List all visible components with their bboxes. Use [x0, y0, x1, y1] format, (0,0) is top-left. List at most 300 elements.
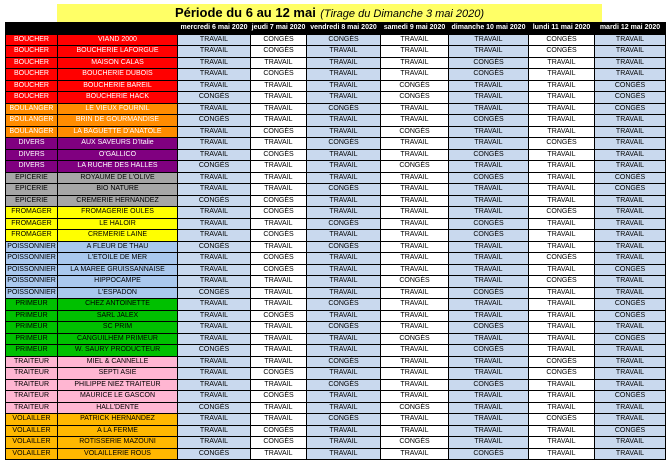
status-cell: TRAVAIL — [449, 195, 529, 207]
table-row — [6, 69, 666, 81]
header-day: samedi 9 mai 2020 — [381, 23, 449, 35]
status-cell: TRAVAIL — [178, 172, 251, 184]
status-cell: TRAVAIL — [178, 299, 251, 311]
status-cell: CONGÉS — [307, 414, 381, 426]
status-cell: TRAVAIL — [178, 414, 251, 426]
status-cell: TRAVAIL — [529, 149, 595, 161]
status-cell: TRAVAIL — [529, 195, 595, 207]
status-cell: TRAVAIL — [251, 402, 307, 414]
table-row — [6, 195, 666, 207]
status-cell: TRAVAIL — [449, 276, 529, 288]
table-row — [6, 379, 666, 391]
status-cell: CONGÉS — [307, 34, 381, 46]
status-cell: CONGÉS — [307, 241, 381, 253]
status-cell: CONGÉS — [595, 310, 666, 322]
status-cell: TRAVAIL — [307, 57, 381, 69]
category-cell: BOULANGER — [6, 115, 58, 127]
status-cell: CONGÉS — [381, 161, 449, 173]
status-cell: TRAVAIL — [178, 207, 251, 219]
status-cell: TRAVAIL — [529, 402, 595, 414]
status-cell: TRAVAIL — [529, 103, 595, 115]
status-cell: CONGÉS — [251, 34, 307, 46]
table-row — [6, 448, 666, 460]
category-cell: FROMAGER — [6, 207, 58, 219]
table-row — [6, 287, 666, 299]
table-row — [6, 184, 666, 196]
status-cell: TRAVAIL — [178, 310, 251, 322]
category-cell: VOLAILLER — [6, 448, 58, 460]
table-row — [6, 402, 666, 414]
status-cell: TRAVAIL — [307, 425, 381, 437]
shop-cell: SARL JALEX — [58, 310, 178, 322]
category-cell: VOLAILLER — [6, 425, 58, 437]
status-cell: TRAVAIL — [178, 253, 251, 265]
status-cell: CONGÉS — [307, 218, 381, 230]
status-cell: TRAVAIL — [178, 379, 251, 391]
status-cell: TRAVAIL — [449, 368, 529, 380]
shop-cell: AUX SAVEURS D'Italie — [58, 138, 178, 150]
status-cell: CONGÉS — [529, 138, 595, 150]
status-cell: TRAVAIL — [178, 230, 251, 242]
status-cell: TRAVAIL — [449, 356, 529, 368]
shop-cell: VOLAILLERIE ROUS — [58, 448, 178, 460]
status-cell: TRAVAIL — [178, 391, 251, 403]
status-cell: TRAVAIL — [381, 46, 449, 58]
status-cell: TRAVAIL — [251, 103, 307, 115]
status-cell: TRAVAIL — [381, 149, 449, 161]
header-category — [6, 23, 58, 35]
status-cell: CONGÉS — [178, 345, 251, 357]
status-cell: TRAVAIL — [178, 103, 251, 115]
status-cell: TRAVAIL — [251, 80, 307, 92]
table-row — [6, 34, 666, 46]
status-cell: TRAVAIL — [307, 402, 381, 414]
table-row — [6, 103, 666, 115]
status-cell: TRAVAIL — [595, 138, 666, 150]
status-cell: CONGÉS — [595, 333, 666, 345]
status-cell: TRAVAIL — [595, 57, 666, 69]
status-cell: CONGÉS — [251, 46, 307, 58]
shop-cell: PHILIPPE NIEZ TRAITEUR — [58, 379, 178, 391]
status-cell: CONGÉS — [251, 69, 307, 81]
shop-cell: BIO NATURE — [58, 184, 178, 196]
status-cell: TRAVAIL — [178, 184, 251, 196]
shop-cell: LE HALOIR — [58, 218, 178, 230]
table-row — [6, 207, 666, 219]
status-cell: TRAVAIL — [251, 414, 307, 426]
status-cell: CONGÉS — [595, 264, 666, 276]
status-cell: TRAVAIL — [307, 287, 381, 299]
status-cell: TRAVAIL — [529, 310, 595, 322]
status-cell: TRAVAIL — [595, 149, 666, 161]
status-cell: CONGÉS — [595, 425, 666, 437]
page-title — [57, 4, 602, 22]
status-cell: TRAVAIL — [449, 241, 529, 253]
status-cell: TRAVAIL — [449, 333, 529, 345]
status-cell: CONGÉS — [381, 437, 449, 449]
status-cell: TRAVAIL — [381, 414, 449, 426]
status-cell: TRAVAIL — [307, 115, 381, 127]
shop-cell: HIPPOCAMPE — [58, 276, 178, 288]
status-cell: TRAVAIL — [529, 437, 595, 449]
status-cell: TRAVAIL — [307, 92, 381, 104]
shop-cell: L'ETOILE DE MER — [58, 253, 178, 265]
status-cell: CONGÉS — [529, 356, 595, 368]
status-cell: CONGÉS — [251, 391, 307, 403]
status-cell: TRAVAIL — [307, 195, 381, 207]
status-cell: TRAVAIL — [529, 448, 595, 460]
category-cell: PRIMEUR — [6, 345, 58, 357]
status-cell: CONGÉS — [529, 253, 595, 265]
table-row — [6, 218, 666, 230]
status-cell: TRAVAIL — [251, 92, 307, 104]
status-cell: TRAVAIL — [307, 172, 381, 184]
status-cell: TRAVAIL — [307, 368, 381, 380]
table-row — [6, 437, 666, 449]
status-cell: TRAVAIL — [529, 172, 595, 184]
status-cell: CONGÉS — [307, 322, 381, 334]
status-cell: TRAVAIL — [381, 322, 449, 334]
status-cell: TRAVAIL — [307, 161, 381, 173]
status-cell: CONGÉS — [381, 276, 449, 288]
status-cell: TRAVAIL — [529, 299, 595, 311]
status-cell: CONGÉS — [595, 391, 666, 403]
status-cell: TRAVAIL — [251, 287, 307, 299]
status-cell: TRAVAIL — [595, 46, 666, 58]
table-row — [6, 356, 666, 368]
table-row — [6, 149, 666, 161]
category-cell: FROMAGER — [6, 218, 58, 230]
status-cell: CONGÉS — [381, 126, 449, 138]
category-cell: FROMAGER — [6, 230, 58, 242]
status-cell: TRAVAIL — [529, 425, 595, 437]
status-cell: TRAVAIL — [449, 253, 529, 265]
table-row — [6, 115, 666, 127]
table-row — [6, 46, 666, 58]
status-cell: TRAVAIL — [178, 322, 251, 334]
status-cell: CONGÉS — [307, 356, 381, 368]
status-cell: TRAVAIL — [595, 218, 666, 230]
status-cell: TRAVAIL — [529, 333, 595, 345]
header-row — [6, 23, 666, 35]
status-cell: TRAVAIL — [251, 138, 307, 150]
status-cell: TRAVAIL — [251, 322, 307, 334]
status-cell: TRAVAIL — [381, 138, 449, 150]
status-cell: CONGÉS — [178, 402, 251, 414]
status-cell: CONGÉS — [178, 287, 251, 299]
status-cell: TRAVAIL — [595, 126, 666, 138]
category-cell: BOUCHER — [6, 34, 58, 46]
status-cell: TRAVAIL — [251, 448, 307, 460]
status-cell: TRAVAIL — [529, 218, 595, 230]
status-cell: TRAVAIL — [307, 448, 381, 460]
status-cell: TRAVAIL — [595, 230, 666, 242]
shop-cell: ROYAUME DE L'OLIVE — [58, 172, 178, 184]
status-cell: TRAVAIL — [595, 195, 666, 207]
status-cell: TRAVAIL — [449, 34, 529, 46]
status-cell: TRAVAIL — [449, 103, 529, 115]
shop-cell: W. SAURY PRODUCTEUR — [58, 345, 178, 357]
status-cell: CONGÉS — [381, 402, 449, 414]
status-cell: CONGÉS — [595, 80, 666, 92]
status-cell: TRAVAIL — [595, 368, 666, 380]
category-cell: TRAITEUR — [6, 356, 58, 368]
status-cell: TRAVAIL — [595, 379, 666, 391]
status-cell: TRAVAIL — [178, 276, 251, 288]
category-cell: POISSONNIER — [6, 276, 58, 288]
status-cell: CONGÉS — [449, 345, 529, 357]
status-cell: CONGÉS — [178, 161, 251, 173]
status-cell: CONGÉS — [595, 92, 666, 104]
status-cell: CONGÉS — [449, 448, 529, 460]
status-cell: TRAVAIL — [449, 46, 529, 58]
status-cell: TRAVAIL — [178, 80, 251, 92]
status-cell: TRAVAIL — [251, 379, 307, 391]
status-cell: CONGÉS — [178, 92, 251, 104]
status-cell: TRAVAIL — [595, 322, 666, 334]
category-cell: BOULANGER — [6, 103, 58, 115]
status-cell: CONGÉS — [251, 230, 307, 242]
category-cell: TRAITEUR — [6, 402, 58, 414]
shop-cell: SEPTI ASIE — [58, 368, 178, 380]
status-cell: CONGÉS — [381, 333, 449, 345]
status-cell: TRAVAIL — [251, 218, 307, 230]
shop-cell: BOUCHERIE DUBOIS — [58, 69, 178, 81]
category-cell: VOLAILLER — [6, 437, 58, 449]
category-cell: BOUCHER — [6, 69, 58, 81]
status-cell: TRAVAIL — [381, 425, 449, 437]
status-cell: TRAVAIL — [381, 103, 449, 115]
header-shop — [58, 23, 178, 35]
title-subtitle: (Tirage du Dimanche 3 mai 2020) — [320, 8, 485, 20]
status-cell: TRAVAIL — [529, 241, 595, 253]
status-cell: CONGÉS — [529, 368, 595, 380]
status-cell: TRAVAIL — [307, 80, 381, 92]
status-cell: TRAVAIL — [178, 46, 251, 58]
status-cell: CONGÉS — [449, 218, 529, 230]
status-cell: TRAVAIL — [449, 310, 529, 322]
status-cell: TRAVAIL — [251, 299, 307, 311]
status-cell: TRAVAIL — [529, 57, 595, 69]
status-cell: TRAVAIL — [381, 115, 449, 127]
table-row — [6, 345, 666, 357]
header-day: lundi 11 mai 2020 — [529, 23, 595, 35]
table-row — [6, 276, 666, 288]
status-cell: TRAVAIL — [449, 425, 529, 437]
status-cell: TRAVAIL — [178, 368, 251, 380]
status-cell: TRAVAIL — [381, 230, 449, 242]
status-cell: TRAVAIL — [529, 287, 595, 299]
status-cell: TRAVAIL — [381, 253, 449, 265]
status-cell: TRAVAIL — [307, 253, 381, 265]
status-cell: CONGÉS — [178, 448, 251, 460]
status-cell: TRAVAIL — [449, 207, 529, 219]
status-cell: TRAVAIL — [529, 126, 595, 138]
shop-cell: LA MAREE GRUISSANNAISE — [58, 264, 178, 276]
status-cell: TRAVAIL — [178, 218, 251, 230]
status-cell: TRAVAIL — [251, 57, 307, 69]
status-cell: CONGÉS — [178, 115, 251, 127]
status-cell: TRAVAIL — [251, 161, 307, 173]
status-cell: CONGÉS — [178, 195, 251, 207]
status-cell: TRAVAIL — [178, 437, 251, 449]
category-cell: POISSONNIER — [6, 287, 58, 299]
status-cell: TRAVAIL — [381, 69, 449, 81]
status-cell: CONGÉS — [307, 379, 381, 391]
status-cell: CONGÉS — [307, 103, 381, 115]
category-cell: POISSONNIER — [6, 253, 58, 265]
status-cell: TRAVAIL — [595, 241, 666, 253]
shop-cell: L'ESPADON — [58, 287, 178, 299]
status-cell: TRAVAIL — [381, 310, 449, 322]
status-cell: CONGÉS — [178, 241, 251, 253]
shop-cell: ROTISSERIE MAZOUNI — [58, 437, 178, 449]
table-row — [6, 126, 666, 138]
status-cell: TRAVAIL — [381, 287, 449, 299]
shop-cell: CREMERIE LAINE — [58, 230, 178, 242]
shop-cell: O'GALLICO — [58, 149, 178, 161]
shop-cell: BOUCHERIE LAFORGUE — [58, 46, 178, 58]
status-cell: TRAVAIL — [595, 437, 666, 449]
table-row — [6, 391, 666, 403]
status-cell: TRAVAIL — [178, 34, 251, 46]
table-row — [6, 425, 666, 437]
status-cell: CONGÉS — [529, 207, 595, 219]
category-cell: PRIMEUR — [6, 299, 58, 311]
table-row — [6, 80, 666, 92]
shop-cell: LA RUCHE DES HALLES — [58, 161, 178, 173]
status-cell: TRAVAIL — [381, 172, 449, 184]
status-cell: TRAVAIL — [381, 184, 449, 196]
status-cell: TRAVAIL — [595, 287, 666, 299]
shop-cell: A FLEUR DE THAU — [58, 241, 178, 253]
status-cell: TRAVAIL — [529, 161, 595, 173]
status-cell: CONGÉS — [251, 253, 307, 265]
status-cell: CONGÉS — [595, 103, 666, 115]
status-cell: CONGÉS — [529, 34, 595, 46]
status-cell: TRAVAIL — [178, 264, 251, 276]
status-cell: TRAVAIL — [251, 172, 307, 184]
shop-cell: FROMAGERIE OULES — [58, 207, 178, 219]
status-cell: CONGÉS — [529, 414, 595, 426]
status-cell: TRAVAIL — [595, 161, 666, 173]
status-cell: TRAVAIL — [529, 115, 595, 127]
status-cell: TRAVAIL — [595, 34, 666, 46]
shop-cell: LA BAGUETTE D'ANATOLE — [58, 126, 178, 138]
status-cell: CONGÉS — [449, 322, 529, 334]
status-cell: CONGÉS — [595, 184, 666, 196]
status-cell: TRAVAIL — [449, 391, 529, 403]
shop-cell: PATRICK HERNANDEZ — [58, 414, 178, 426]
status-cell: TRAVAIL — [381, 379, 449, 391]
status-cell: TRAVAIL — [178, 356, 251, 368]
status-cell: TRAVAIL — [307, 46, 381, 58]
status-cell: CONGÉS — [449, 57, 529, 69]
status-cell: TRAVAIL — [595, 345, 666, 357]
status-cell: CONGÉS — [251, 126, 307, 138]
category-cell: PRIMEUR — [6, 310, 58, 322]
status-cell: CONGÉS — [449, 287, 529, 299]
table-row — [6, 368, 666, 380]
status-cell: TRAVAIL — [178, 57, 251, 69]
status-cell: CONGÉS — [307, 184, 381, 196]
table-row — [6, 138, 666, 150]
status-cell: TRAVAIL — [307, 345, 381, 357]
status-cell: TRAVAIL — [449, 437, 529, 449]
status-cell: TRAVAIL — [381, 345, 449, 357]
status-cell: TRAVAIL — [381, 356, 449, 368]
shop-cell: MAURICE LE GASCON — [58, 391, 178, 403]
category-cell: BOULANGER — [6, 126, 58, 138]
category-cell: PRIMEUR — [6, 333, 58, 345]
status-cell: TRAVAIL — [529, 379, 595, 391]
table-row — [6, 241, 666, 253]
category-cell: TRAITEUR — [6, 379, 58, 391]
status-cell: TRAVAIL — [595, 448, 666, 460]
header-day: mercredi 6 mai 2020 — [178, 23, 251, 35]
status-cell: TRAVAIL — [529, 345, 595, 357]
status-cell: TRAVAIL — [449, 184, 529, 196]
table-row — [6, 57, 666, 69]
status-cell: CONGÉS — [595, 172, 666, 184]
status-cell: TRAVAIL — [381, 448, 449, 460]
status-cell: TRAVAIL — [307, 126, 381, 138]
status-cell: CONGÉS — [251, 195, 307, 207]
category-cell: TRAITEUR — [6, 368, 58, 380]
status-cell: CONGÉS — [381, 92, 449, 104]
status-cell: TRAVAIL — [595, 207, 666, 219]
shop-cell: CHEZ ANTOINETTE — [58, 299, 178, 311]
shop-cell: CANGUILHEM PRIMEUR — [58, 333, 178, 345]
status-cell: TRAVAIL — [307, 276, 381, 288]
table-row — [6, 172, 666, 184]
status-cell: TRAVAIL — [529, 264, 595, 276]
status-cell: TRAVAIL — [449, 402, 529, 414]
status-cell: TRAVAIL — [307, 264, 381, 276]
category-cell: EPICERIE — [6, 195, 58, 207]
status-cell: TRAVAIL — [381, 299, 449, 311]
status-cell: TRAVAIL — [307, 333, 381, 345]
status-cell: TRAVAIL — [529, 92, 595, 104]
status-cell: TRAVAIL — [307, 69, 381, 81]
status-cell: TRAVAIL — [449, 299, 529, 311]
status-cell: TRAVAIL — [251, 184, 307, 196]
category-cell: DIVERS — [6, 149, 58, 161]
status-cell: TRAVAIL — [307, 437, 381, 449]
shop-cell: BOUCHERIE HACK — [58, 92, 178, 104]
status-cell: CONGÉS — [251, 149, 307, 161]
status-cell: TRAVAIL — [595, 253, 666, 265]
table-row — [6, 253, 666, 265]
header-day: mardi 12 mai 2020 — [595, 23, 666, 35]
status-cell: TRAVAIL — [307, 207, 381, 219]
status-cell: TRAVAIL — [595, 356, 666, 368]
table-row — [6, 92, 666, 104]
status-cell: CONGÉS — [595, 299, 666, 311]
status-cell: CONGÉS — [251, 310, 307, 322]
shop-cell: MAISON CALAS — [58, 57, 178, 69]
status-cell: TRAVAIL — [381, 368, 449, 380]
header-day: vendredi 8 mai 2020 — [307, 23, 381, 35]
status-cell: TRAVAIL — [178, 126, 251, 138]
status-cell: TRAVAIL — [307, 391, 381, 403]
shop-cell: MIEL & CANNELLE — [58, 356, 178, 368]
status-cell: TRAVAIL — [449, 264, 529, 276]
category-cell: POISSONNIER — [6, 264, 58, 276]
status-cell: CONGÉS — [307, 299, 381, 311]
shop-cell: VIAND 2000 — [58, 34, 178, 46]
shop-cell: CREMERIE HERNANDEZ — [58, 195, 178, 207]
